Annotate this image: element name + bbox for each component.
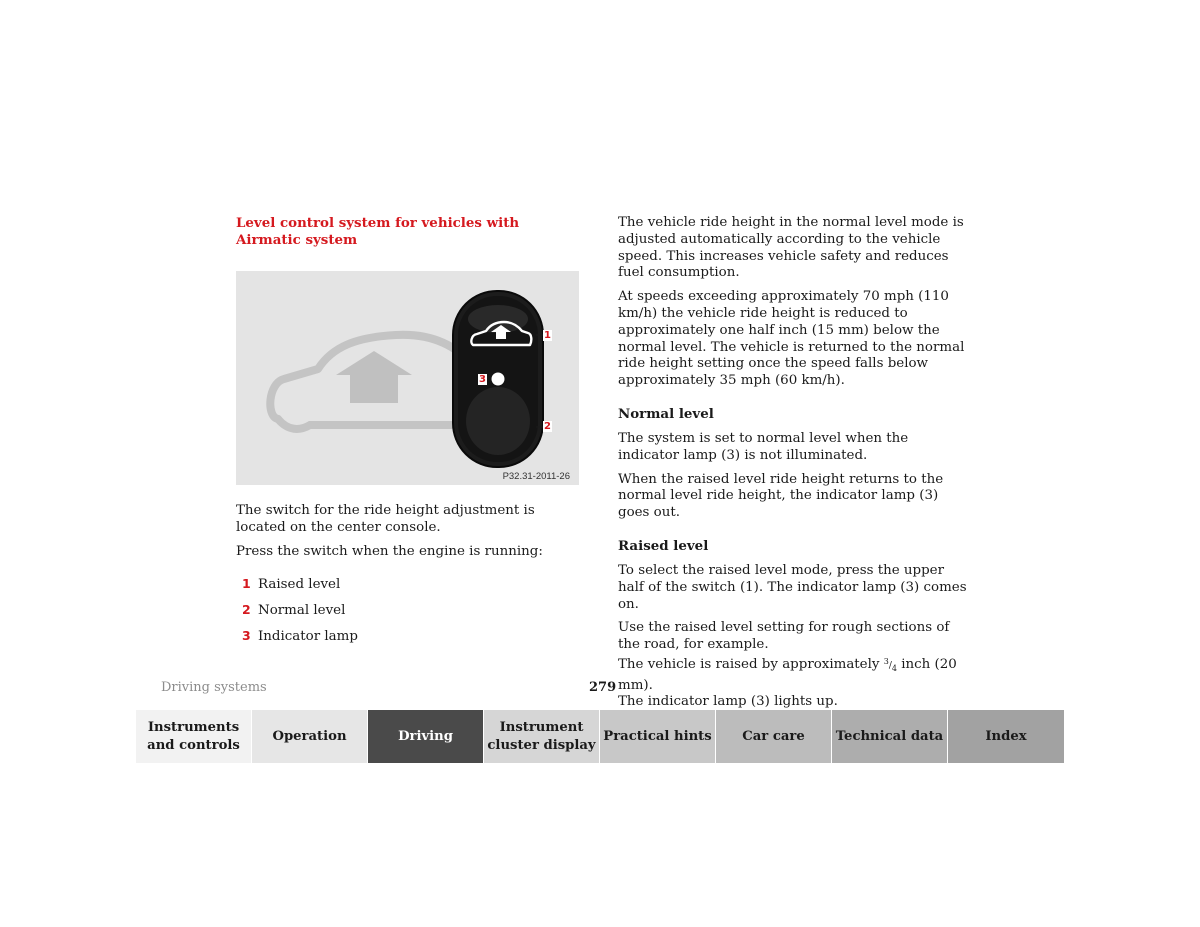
normal-mode-text: The vehicle ride height in the normal level mode is adjusted automatically according to the vehicle speed. This increases vehicle safety and reduces fuel consumption. — [618, 215, 964, 281]
legend-item — [236, 602, 581, 620]
nav-tab-operation[interactable]: Operation — [252, 710, 368, 763]
normal-level-text: The system is set to normal level when the indicator lamp (3) is not illuminated. — [618, 430, 909, 463]
section-title — [236, 215, 581, 249]
legend-item — [236, 628, 581, 646]
callout-1: 1 — [544, 330, 551, 341]
raised-amount-after: inch (20 mm). — [618, 656, 957, 693]
raised-level-heading: Raised level — [618, 537, 709, 554]
legend-number: 1 — [242, 576, 251, 592]
switch-illustration — [236, 271, 579, 485]
nav-tab-car-care[interactable]: Car care — [716, 710, 832, 763]
section-title-line2: Airmatic system — [236, 232, 358, 248]
nav-tab-index[interactable]: Index — [948, 710, 1064, 763]
nav-tab-driving[interactable]: Driving — [368, 710, 484, 763]
switch-location-text: The switch for the ride height adjustment is located on the center console. — [236, 503, 535, 535]
page-number: 279 — [589, 680, 617, 695]
legend-label: Normal level — [258, 603, 346, 619]
fraction: $^3/_4$ — [883, 656, 897, 673]
chapter-nav — [136, 710, 1065, 763]
callout-2: 2 — [544, 421, 551, 432]
lamp-goes-out-text: When the raised level ride height returns to the normal level ride height, the indicator lamp (3) goes out. — [618, 471, 944, 521]
nav-tab-instruments-and-controls[interactable]: Instruments and controls — [136, 710, 252, 763]
legend-label: Raised level — [258, 577, 341, 593]
normal-level-heading: Normal level — [618, 405, 714, 422]
legend-list — [236, 576, 581, 645]
fraction-numerator: 3 — [883, 656, 889, 666]
legend-item — [236, 576, 581, 594]
select-raised-text: To select the raised level mode, press the upper half of the switch (1). The indicator lamp (3) comes on. — [618, 562, 967, 612]
section-title-line1: Level control system for vehicles with — [236, 215, 520, 231]
press-switch-text: Press the switch when the engine is running: — [236, 543, 543, 559]
nav-tab-instrument-cluster-display[interactable]: Instrument cluster display — [484, 710, 600, 763]
right-column — [618, 215, 968, 711]
raised-amount-before: The vehicle is raised by approximately — [618, 656, 884, 672]
fraction-denominator: 4 — [891, 663, 897, 673]
left-column — [236, 215, 581, 654]
legend-number: 2 — [242, 602, 251, 618]
raised-amount-text — [618, 654, 968, 694]
nav-tab-practical-hints[interactable]: Practical hints — [600, 710, 716, 763]
footer-section-name: Driving systems — [161, 680, 267, 695]
legend-label: Indicator lamp — [258, 628, 358, 644]
switch-figure — [236, 271, 579, 485]
rough-road-text: Use the raised level setting for rough sections of the road, for example. — [618, 620, 950, 653]
callout-3: 3 — [479, 374, 486, 385]
left-text — [236, 503, 581, 560]
figure-code: P32.31-2011-26 — [502, 471, 570, 482]
nav-tab-technical-data[interactable]: Technical data — [832, 710, 948, 763]
lamp-lights-text: The indicator lamp (3) lights up. — [618, 694, 838, 710]
indicator-lamp-icon — [492, 373, 505, 386]
legend-number: 3 — [242, 627, 251, 643]
speed-reduction-text: At speeds exceeding approximately 70 mph (110 km/h) the vehicle ride height is reduced to approximately one half inch (15 mm) below the normal level. The vehicle is returned to the normal ride height setting once the speed falls below approximately 35 mph (60 km/h). — [618, 289, 965, 389]
